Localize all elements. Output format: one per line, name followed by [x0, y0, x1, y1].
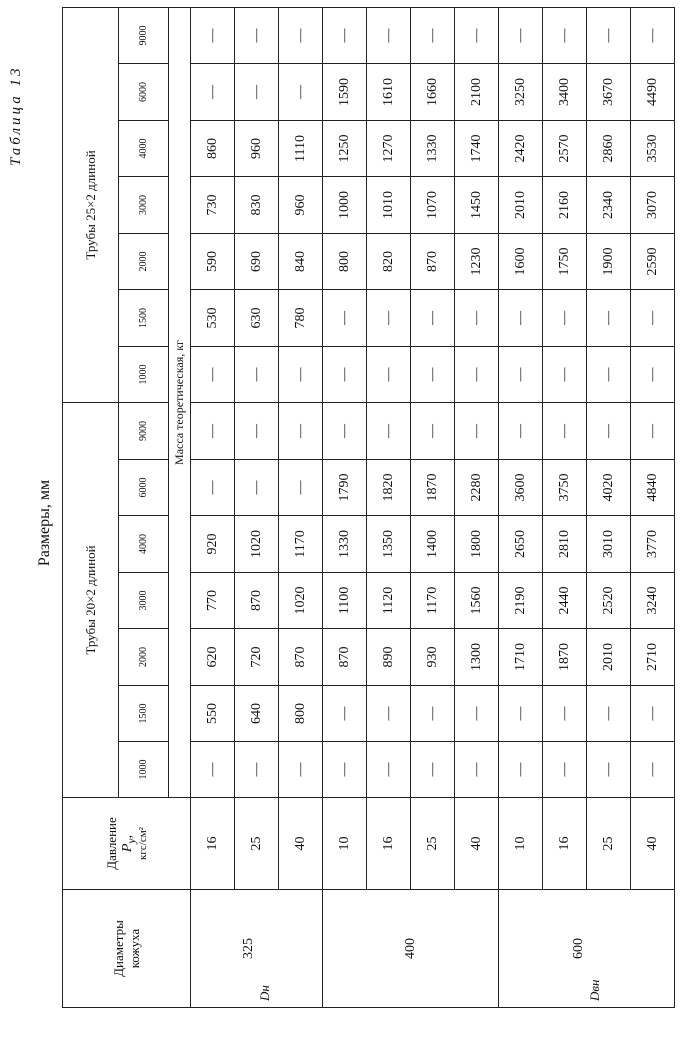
- mass-cell: 2010: [499, 176, 543, 233]
- mass-cell: —: [323, 742, 367, 798]
- dimensions-table: [62, 7, 675, 1008]
- mass-cell: —: [279, 460, 323, 516]
- length-header-t25-0: 1000: [119, 346, 169, 402]
- table-row: [235, 7, 279, 1007]
- mass-cell: —: [191, 7, 235, 63]
- mass-cell: 1070: [411, 176, 455, 233]
- mass-cell: 2340: [587, 176, 631, 233]
- mass-cell: —: [543, 742, 587, 798]
- mass-cell: 4490: [631, 63, 675, 120]
- table-row: [411, 7, 455, 1007]
- mass-cell: 4020: [587, 460, 631, 516]
- mass-cell: 530: [191, 289, 235, 346]
- mass-cell: 690: [235, 233, 279, 289]
- mass-cell: 1900: [587, 233, 631, 289]
- mass-cell: —: [191, 63, 235, 120]
- mass-cell: —: [367, 346, 411, 402]
- mass-cell: —: [631, 7, 675, 63]
- mass-cell: —: [323, 7, 367, 63]
- mass-cell: 2190: [499, 573, 543, 629]
- pressure-cell: 25: [411, 798, 455, 890]
- table-row: [191, 7, 235, 1007]
- mass-cell: —: [279, 742, 323, 798]
- mass-cell: 2010: [587, 629, 631, 686]
- table-row: [631, 7, 675, 1007]
- mass-cell: —: [587, 7, 631, 63]
- mass-cell: 1110: [279, 120, 323, 176]
- mass-cell: —: [455, 346, 499, 402]
- mass-cell: —: [411, 289, 455, 346]
- mass-cell: —: [367, 686, 411, 742]
- length-header-t20-6: 9000: [119, 402, 169, 459]
- mass-cell: 1820: [367, 460, 411, 516]
- mass-cell: 630: [235, 289, 279, 346]
- mass-cell: —: [411, 402, 455, 459]
- mass-cell: —: [235, 402, 279, 459]
- mass-cell: —: [499, 7, 543, 63]
- mass-cell: —: [455, 7, 499, 63]
- length-header-t25-1: 1500: [119, 289, 169, 346]
- pressure-letter: P: [119, 843, 135, 853]
- pressure-cell: 10: [323, 798, 367, 890]
- header-diameters-label: Диаметры кожуха: [110, 920, 142, 977]
- mass-cell: 1350: [367, 516, 411, 573]
- mass-cell: 780: [279, 289, 323, 346]
- pressure-cell: 16: [543, 798, 587, 890]
- mass-cell: 1790: [323, 460, 367, 516]
- length-header-t20-3: 3000: [119, 573, 169, 629]
- mass-cell: 720: [235, 629, 279, 686]
- mass-cell: 4840: [631, 460, 675, 516]
- table-row: [455, 7, 499, 1007]
- mass-cell: 1800: [455, 516, 499, 573]
- mass-cell: 1250: [323, 120, 367, 176]
- mass-cell: 2570: [543, 120, 587, 176]
- mass-cell: —: [543, 346, 587, 402]
- outer-diameter-symbol: Dн: [256, 985, 272, 1001]
- pressure-cell: 10: [499, 798, 543, 890]
- mass-cell: —: [499, 686, 543, 742]
- mass-cell: —: [323, 402, 367, 459]
- mass-cell: —: [587, 686, 631, 742]
- mass-cell: —: [279, 402, 323, 459]
- pressure-cell: 16: [367, 798, 411, 890]
- mass-cell: 1660: [411, 63, 455, 120]
- mass-cell: 2100: [455, 63, 499, 120]
- table-row: [499, 7, 543, 1007]
- mass-cell: 2590: [631, 233, 675, 289]
- mass-cell: 860: [191, 120, 235, 176]
- shell-diameter-cell: [323, 890, 499, 1008]
- mass-cell: 3240: [631, 573, 675, 629]
- mass-cell: 2710: [631, 629, 675, 686]
- pressure-cell: 40: [631, 798, 675, 890]
- mass-cell: —: [191, 460, 235, 516]
- length-header-t25-2: 2000: [119, 233, 169, 289]
- mass-cell: —: [191, 742, 235, 798]
- mass-cell: 800: [279, 686, 323, 742]
- mass-cell: 2860: [587, 120, 631, 176]
- table-body: [191, 7, 675, 1007]
- mass-cell: 870: [411, 233, 455, 289]
- length-header-t20-5: 6000: [119, 460, 169, 516]
- mass-cell: —: [367, 742, 411, 798]
- mass-cell: 590: [191, 233, 235, 289]
- mass-cell: —: [631, 289, 675, 346]
- mass-cell: 1300: [455, 629, 499, 686]
- pressure-label: Давление: [103, 817, 119, 870]
- mass-cell: 3670: [587, 63, 631, 120]
- mass-cell: 920: [191, 516, 235, 573]
- header-tubes-20: Трубы 20×2 длиной: [63, 402, 119, 797]
- mass-cell: 2280: [455, 460, 499, 516]
- mass-cell: —: [587, 346, 631, 402]
- header-pressure: [63, 798, 191, 890]
- header-diameters: [63, 890, 191, 1008]
- mass-cell: —: [631, 346, 675, 402]
- mass-cell: 1020: [279, 573, 323, 629]
- mass-cell: 820: [367, 233, 411, 289]
- mass-cell: 1610: [367, 63, 411, 120]
- mass-cell: 3010: [587, 516, 631, 573]
- mass-cell: —: [235, 346, 279, 402]
- mass-cell: 1170: [411, 573, 455, 629]
- mass-cell: 3530: [631, 120, 675, 176]
- table-row: [279, 7, 323, 1007]
- mass-cell: 960: [279, 176, 323, 233]
- pressure-cell: 25: [235, 798, 279, 890]
- mass-cell: 1330: [323, 516, 367, 573]
- inner-diameter-symbol: Dвн: [586, 979, 602, 1001]
- mass-cell: 1270: [367, 120, 411, 176]
- shell-diameter-cell: [191, 890, 323, 1008]
- mass-cell: —: [543, 686, 587, 742]
- mass-cell: 1590: [323, 63, 367, 120]
- mass-cell: —: [367, 289, 411, 346]
- length-header-t25-3: 3000: [119, 176, 169, 233]
- mass-cell: —: [235, 742, 279, 798]
- table-title: Размеры, мм: [36, 479, 53, 567]
- shell-diameter-value: 400: [402, 938, 418, 959]
- mass-cell: —: [631, 686, 675, 742]
- pressure-cell: 40: [279, 798, 323, 890]
- mass-cell: 1010: [367, 176, 411, 233]
- mass-cell: —: [411, 346, 455, 402]
- table-row: [587, 7, 631, 1007]
- mass-cell: —: [543, 402, 587, 459]
- pressure-cell: 40: [455, 798, 499, 890]
- mass-cell: —: [587, 289, 631, 346]
- mass-cell: 1330: [411, 120, 455, 176]
- table-row: [323, 7, 367, 1007]
- mass-cell: 870: [279, 629, 323, 686]
- mass-cell: —: [455, 742, 499, 798]
- mass-cell: 800: [323, 233, 367, 289]
- mass-cell: —: [455, 686, 499, 742]
- length-header-t20-1: 1500: [119, 686, 169, 742]
- mass-cell: 930: [411, 629, 455, 686]
- mass-cell: 1870: [543, 629, 587, 686]
- mass-cell: —: [367, 402, 411, 459]
- mass-cell: —: [411, 7, 455, 63]
- mass-cell: 890: [367, 629, 411, 686]
- mass-cell: 870: [235, 573, 279, 629]
- mass-cell: —: [279, 63, 323, 120]
- mass-cell: —: [631, 402, 675, 459]
- table-row: [367, 7, 411, 1007]
- length-header-t20-0: 1000: [119, 742, 169, 798]
- mass-cell: 870: [323, 629, 367, 686]
- mass-cell: —: [367, 7, 411, 63]
- mass-cell: 2420: [499, 120, 543, 176]
- length-header-t20-4: 4000: [119, 516, 169, 573]
- mass-cell: —: [235, 460, 279, 516]
- mass-cell: 730: [191, 176, 235, 233]
- mass-cell: —: [631, 742, 675, 798]
- mass-cell: 1450: [455, 176, 499, 233]
- mass-cell: —: [191, 346, 235, 402]
- mass-cell: 1600: [499, 233, 543, 289]
- table-number: Таблица 13: [8, 65, 24, 166]
- mass-cell: 1120: [367, 573, 411, 629]
- mass-cell: 2160: [543, 176, 587, 233]
- shell-diameter-value: 600: [570, 938, 586, 959]
- mass-cell: 1560: [455, 573, 499, 629]
- mass-cell: —: [235, 63, 279, 120]
- mass-cell: 960: [235, 120, 279, 176]
- mass-cell: 1400: [411, 516, 455, 573]
- mass-cell: —: [279, 346, 323, 402]
- mass-cell: —: [323, 686, 367, 742]
- mass-cell: 1870: [411, 460, 455, 516]
- shell-diameter-value: 325: [240, 938, 256, 959]
- mass-cell: 1100: [323, 573, 367, 629]
- mass-cell: —: [587, 402, 631, 459]
- mass-cell: 3770: [631, 516, 675, 573]
- length-header-t25-5: 6000: [119, 63, 169, 120]
- mass-cell: 1020: [235, 516, 279, 573]
- length-header-t25-4: 4000: [119, 120, 169, 176]
- mass-cell: 1750: [543, 233, 587, 289]
- mass-cell: —: [411, 742, 455, 798]
- mass-cell: —: [543, 289, 587, 346]
- mass-cell: 1230: [455, 233, 499, 289]
- mass-cell: 3070: [631, 176, 675, 233]
- mass-cell: —: [411, 686, 455, 742]
- table-row: [543, 7, 587, 1007]
- mass-cell: 3600: [499, 460, 543, 516]
- mass-cell: —: [455, 289, 499, 346]
- mass-cell: 2520: [587, 573, 631, 629]
- mass-cell: 2650: [499, 516, 543, 573]
- mass-cell: —: [543, 7, 587, 63]
- mass-cell: —: [191, 402, 235, 459]
- mass-cell: 3400: [543, 63, 587, 120]
- mass-cell: 1740: [455, 120, 499, 176]
- mass-cell: 1170: [279, 516, 323, 573]
- length-header-t25-6: 9000: [119, 7, 169, 63]
- mass-cell: 840: [279, 233, 323, 289]
- mass-cell: —: [499, 346, 543, 402]
- mass-cell: —: [499, 742, 543, 798]
- mass-cell: —: [587, 742, 631, 798]
- mass-cell: 620: [191, 629, 235, 686]
- mass-cell: 2810: [543, 516, 587, 573]
- mass-cell: 640: [235, 686, 279, 742]
- mass-cell: 830: [235, 176, 279, 233]
- mass-header: Масса теоретическая, кг: [169, 7, 191, 797]
- mass-cell: 770: [191, 573, 235, 629]
- mass-cell: —: [455, 402, 499, 459]
- length-header-t20-2: 2000: [119, 629, 169, 686]
- mass-cell: —: [235, 7, 279, 63]
- mass-cell: 3750: [543, 460, 587, 516]
- mass-cell: —: [279, 7, 323, 63]
- mass-cell: 2440: [543, 573, 587, 629]
- pressure-sub: у: [124, 838, 138, 844]
- mass-cell: 550: [191, 686, 235, 742]
- mass-cell: 1710: [499, 629, 543, 686]
- mass-cell: 3250: [499, 63, 543, 120]
- mass-cell: —: [323, 289, 367, 346]
- mass-cell: —: [499, 289, 543, 346]
- shell-diameter-cell: [499, 890, 675, 1008]
- pressure-cell: 25: [587, 798, 631, 890]
- mass-cell: 1000: [323, 176, 367, 233]
- pressure-symbol: $P_у$,: [119, 834, 138, 853]
- pressure-units: кгс/см²: [137, 827, 150, 860]
- mass-cell: —: [499, 402, 543, 459]
- mass-cell: —: [323, 346, 367, 402]
- header-tubes-25: Трубы 25×2 длиной: [63, 7, 119, 402]
- pressure-cell: 16: [191, 798, 235, 890]
